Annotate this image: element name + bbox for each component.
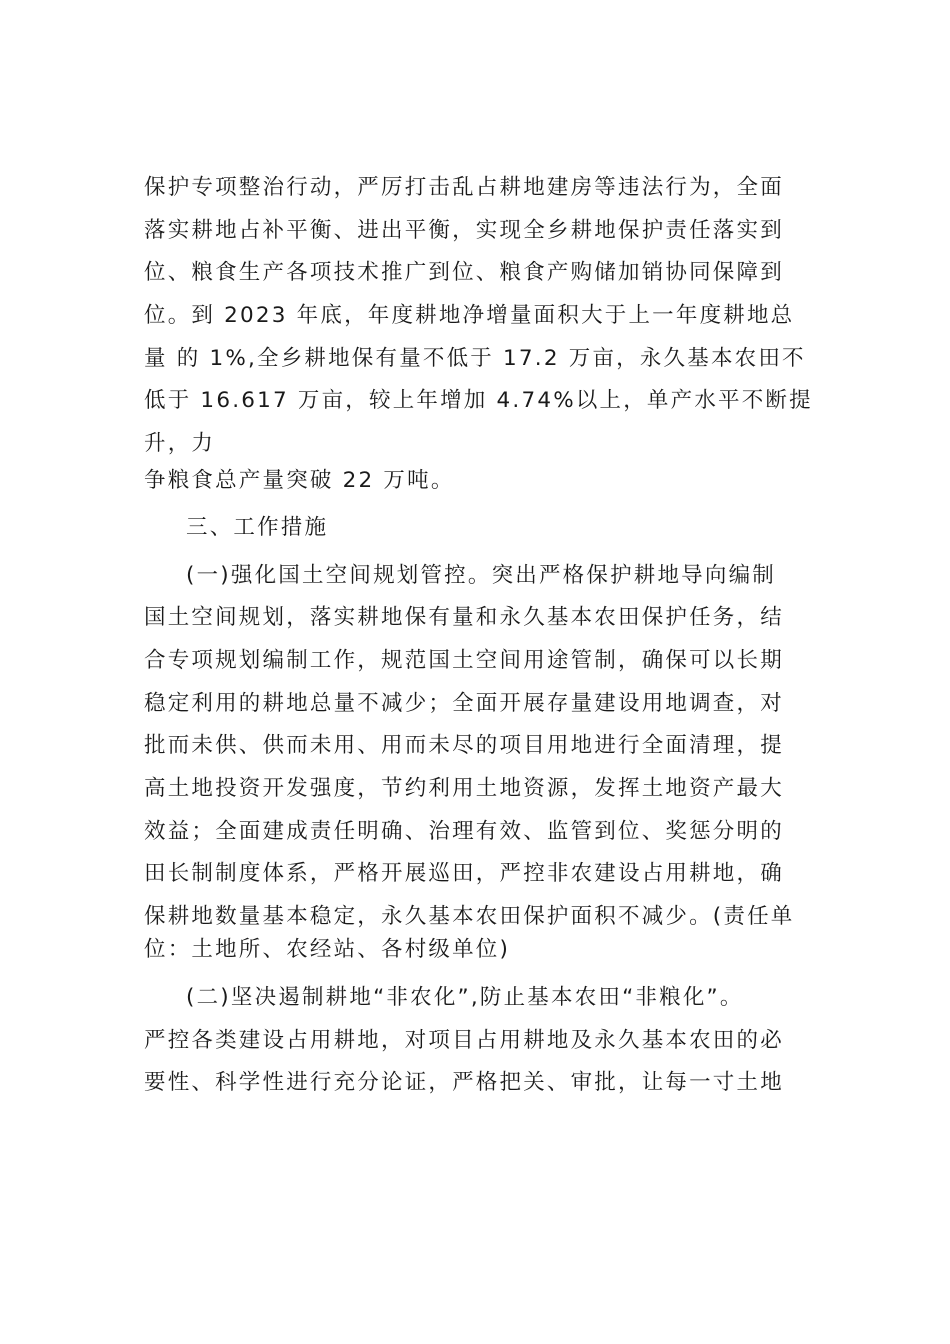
paragraph-line: 位、粮食生产各项技术推广到位、粮食产购储加销协同保障到 bbox=[144, 260, 784, 285]
paragraph-line: 严控各类建设占用耕地，对项目占用耕地及永久基本农田的必 bbox=[144, 1028, 784, 1053]
paragraph-line: 效益；全面建成责任明确、治理有效、监管到位、奖惩分明的 bbox=[144, 819, 784, 844]
paragraph-line: 批而未供、供而未用、用而未尽的项目用地进行全面清理，提 bbox=[144, 733, 784, 758]
subsection-heading-2: (二)坚决遏制耕地“非农化”,防止基本农田“非粮化”。 bbox=[186, 985, 744, 1010]
paragraph-line: 位：土地所、农经站、各村级单位) bbox=[144, 937, 511, 962]
paragraph-line: 低于 16.617 万亩，较上年增加 4.74%以上，单产水平不断提 bbox=[144, 388, 813, 413]
paragraph-line: 位。到 2023 年底，年度耕地净增量面积大于上一年度耕地总 bbox=[144, 303, 795, 328]
paragraph-line: 合专项规划编制工作，规范国土空间用途管制，确保可以长期 bbox=[144, 648, 784, 673]
section-heading: 三、工作措施 bbox=[186, 515, 329, 540]
paragraph-line: 要性、科学性进行充分论证，严格把关、审批，让每一寸土地 bbox=[144, 1070, 784, 1095]
paragraph-line: 争粮食总产量突破 22 万吨。 bbox=[144, 468, 455, 493]
paragraph-line: 保护专项整治行动，严厉打击乱占耕地建房等违法行为，全面 bbox=[144, 175, 784, 200]
paragraph-line: 田长制制度体系，严格开展巡田，严控非农建设占用耕地，确 bbox=[144, 861, 784, 886]
paragraph-line: 落实耕地占补平衡、进出平衡，实现全乡耕地保护责任落实到 bbox=[144, 218, 784, 243]
paragraph-line: 保耕地数量基本稳定，永久基本农田保护面积不减少。(责任单 bbox=[144, 904, 795, 929]
paragraph-line: 高土地投资开发强度，节约利用土地资源，发挥土地资产最大 bbox=[144, 776, 784, 801]
subsection-heading-1: (一)强化国土空间规划管控。突出严格保护耕地导向编制 bbox=[186, 563, 776, 588]
paragraph-line: 国土空间规划，落实耕地保有量和永久基本农田保护任务，结 bbox=[144, 605, 784, 630]
paragraph-line: 稳定利用的耕地总量不减少；全面开展存量建设用地调查，对 bbox=[144, 691, 784, 716]
paragraph-line: 量 的 1%,全乡耕地保有量不低于 17.2 万亩，永久基本农田不 bbox=[144, 346, 806, 371]
paragraph-line: 升，力 bbox=[144, 431, 216, 456]
